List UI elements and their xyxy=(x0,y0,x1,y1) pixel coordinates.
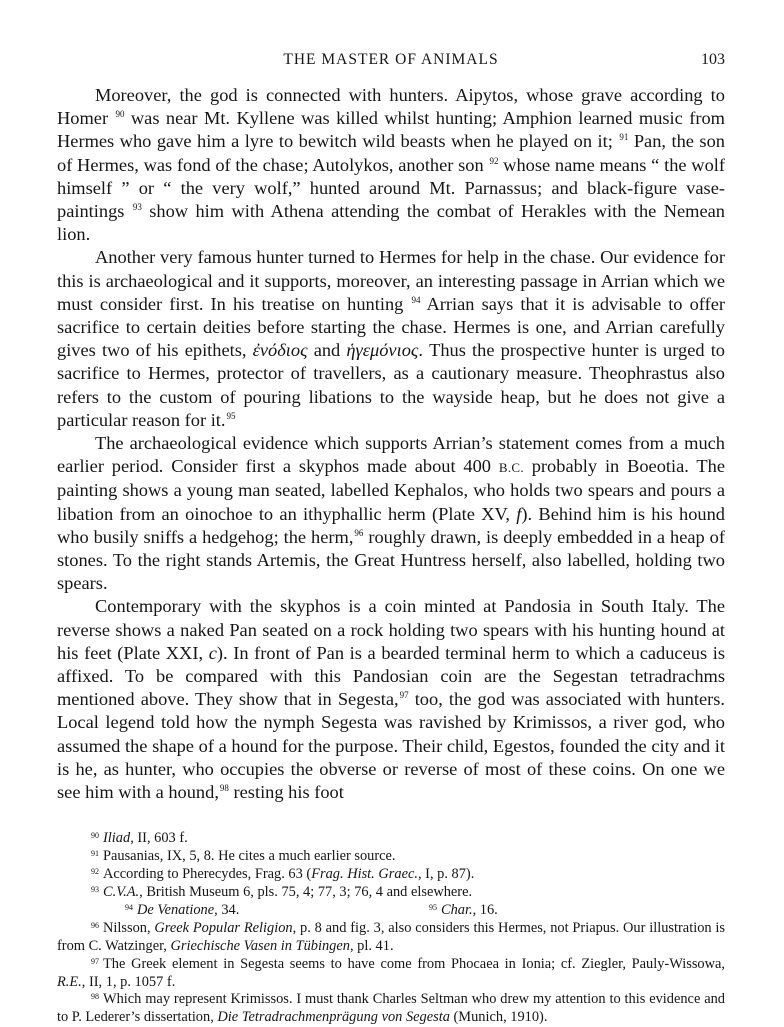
body-text xyxy=(57,84,725,804)
footnote: $^{98}$ Which may represent Krimissos. I must thank Charles Seltman who drew my attention to this evidence and to P. Lederer’s dissertation, Die Tetradrachmenprägung von Segesta (Munich, 1910). xyxy=(57,991,725,1026)
footnote: $^{91}$ Pausanias, IX, 5, 8. He cites a much earlier source. xyxy=(91,848,396,865)
paragraph: The archaeological evidence which supports Arrian’s statement comes from a much earlier period. Consider first a skyphos made about 400 B.C. probably in Boeotia. The painting shows a young man seated, labelled Kephalos, who holds two spears and pours a libation from an oinochoe to an ithyphallic herm (Plate XV, f). Behind him is his hound who busily sniffs a hedgehog; the herm,$^{96}$ roughly drawn, is deeply embedded in a heap of stones. To the right stands Artemis, the Great Huntress herself, also labelled, holding two spears. xyxy=(57,433,725,594)
greek-epithet: ἐνόδιος xyxy=(252,340,308,361)
footnotes xyxy=(57,830,725,1027)
footnote-ref: 92 xyxy=(489,155,499,166)
running-title: THE MASTER OF ANIMALS xyxy=(283,51,499,68)
era-abbrev: B.C. xyxy=(498,460,524,476)
running-header xyxy=(57,50,725,72)
paragraph: Another very famous hunter turned to Hermes for help in the chase. Our evidence for this is archaeological and it supports, moreover, an interesting passage in Arrian which we must consider first. In his treatise on hunting $^{94}$ Arrian says that it is advisable to offer sacrifice to certain deities before starting the chase. Hermes is one, and Arrian carefully gives two of his epithets, ἐνόδιος and ἡγεμόνιος. Thus the prospective hunter is urged to sacrifice to Hermes, protector of travellers, as a cautionary measure. Theophrastus also refers to the custom of pouring libations to the wayside heap, but he does not give a particular reason for it.$^{95}$ xyxy=(57,247,725,430)
book-page xyxy=(57,50,725,1027)
footnote: $^{92}$ According to Pherecydes, Frag. 63 (Frag. Hist. Graec., I, p. 87). xyxy=(91,866,475,883)
paragraph: Moreover, the god is connected with hunters. Aipytos, whose grave according to Homer $^{90}$ was near Mt. Kyllene was killed whilst hunting; Amphion learned music from Hermes who gave him a lyre to bewitch wild beasts when he played on it; $^{91}$ Pan, the son of Hermes, was fond of the chase; Autolykos, another son $^{92}$ whose name means “ the wolf himself ” or “ the very wolf,” hunted around Mt. Parnassus; and black-figure vase-paintings $^{93}$ show him with Athena attending the combat of Herakles with the Nemean lion. xyxy=(57,85,726,245)
footnote: $^{96}$ Nilsson, Greek Popular Religion, p. 8 and fig. 3, also considers this Hermes, not Priapus. Our illustration is from C. Watzinger, Griechische Vasen in Tübingen, pl. 41. xyxy=(57,919,725,954)
footnote-ref: 96 xyxy=(354,527,364,538)
footnote-ref: 91 xyxy=(619,132,629,143)
footnote-ref: 93 xyxy=(132,202,142,213)
footnote: $^{90}$ Iliad, II, 603 f. xyxy=(91,830,188,847)
footnote-ref: 95 xyxy=(226,410,236,421)
paragraph: Contemporary with the skyphos is a coin minted at Pandosia in South Italy. The reverse shows a naked Pan seated on a rock holding two spears with his hunting hound at his feet (Plate XXI, c). In front of Pan is a bearded terminal herm to which a caduceus is affixed. To be compared with this Pandosian coin are the Segestan tetradrachms mentioned above. They show that in Segesta,$^{97}$ too, the god was associated with hunters. Local legend told how the nymph Segesta was ravished by Krimissos, a river god, who assumed the shape of a hound for the purpose. Their child, Egestos, founded the city and it is he, as hunter, who occupies the obverse or reverse of most of these coins. On one we see him with a hound,$^{98}$ resting his foot xyxy=(57,596,726,803)
footnote-ref: 94 xyxy=(411,294,421,305)
footnote: $^{97}$ The Greek element in Segesta seems to have come from Phocaea in Ionia; cf. Ziegler, Pauly-Wissowa, R.E., II, 1, p. 1057 f. xyxy=(57,955,725,990)
footnote: $^{93}$ C.V.A., British Museum 6, pls. 75, 4; 77, 3; 76, 4 and elsewhere. xyxy=(91,884,473,901)
greek-epithet: ἡγεμόνιος xyxy=(346,340,419,361)
footnote-ref: 97 xyxy=(399,690,409,701)
footnote-ref: 90 xyxy=(115,109,125,120)
footnote-ref: 98 xyxy=(219,783,229,794)
page-number: 103 xyxy=(701,51,725,68)
footnote-pair: $^{94}$ De Venatione, 34. $^{95}$ Char., 16. xyxy=(125,901,498,918)
